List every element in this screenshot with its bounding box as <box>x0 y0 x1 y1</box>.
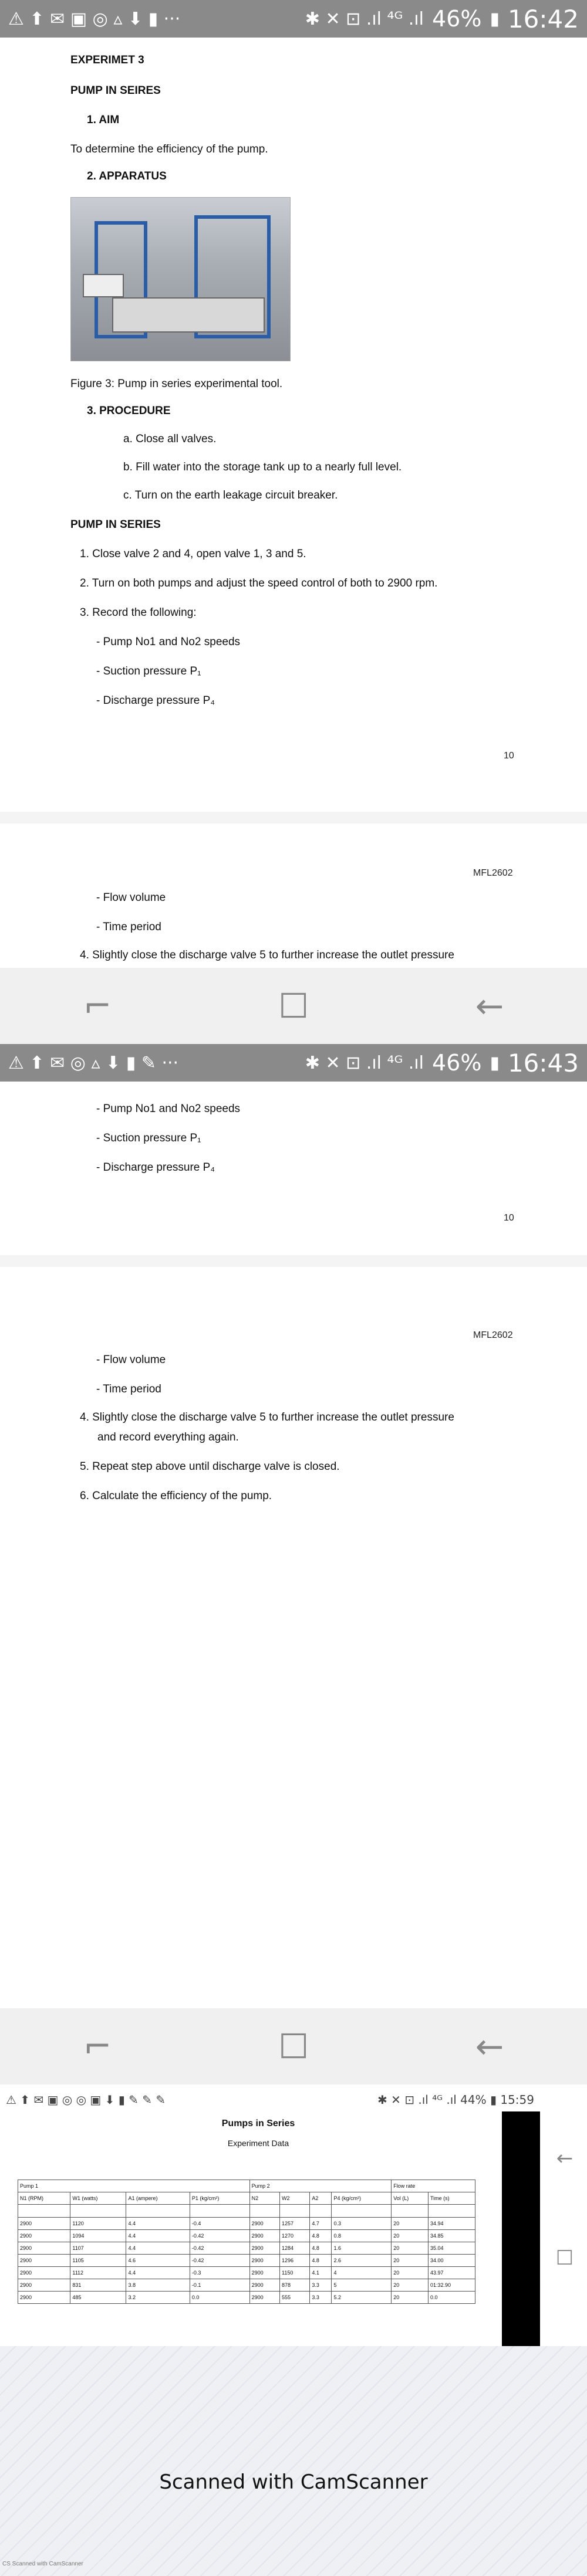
table-cell: 2900 <box>249 2218 279 2230</box>
step-4: 4. Slightly close the discharge valve 5 to further increase the outlet pressure <box>80 1411 454 1423</box>
table-cell: 1150 <box>280 2267 310 2279</box>
table-row-empty <box>18 2205 475 2218</box>
table-cell: 1094 <box>70 2230 126 2242</box>
table-cell: 1.6 <box>332 2242 392 2255</box>
table-cell: 20 <box>392 2279 429 2292</box>
table-cell: 2900 <box>249 2242 279 2255</box>
notification-icons: ⚠ ⬆ ✉ ◎ ▵ ⬇ ▮ ✎ ··· <box>8 1052 179 1073</box>
signal-icons: ✱ ✕ ⊡ .ıl ⁴ᴳ .ıl <box>305 8 424 29</box>
procedure-heading: 3. PROCEDURE <box>87 405 171 417</box>
bullet-discharge-pressure: - Discharge pressure P₄ <box>96 694 215 707</box>
battery-level: 46% <box>431 6 482 32</box>
table-cell: 5 <box>332 2279 392 2292</box>
table-cell: 4.4 <box>126 2218 190 2230</box>
table-cell: 0.3 <box>332 2218 392 2230</box>
table-cell: 4.8 <box>310 2230 332 2242</box>
table-cell: 20 <box>392 2267 429 2279</box>
table-cell: 2900 <box>18 2218 70 2230</box>
table-cell: 4.1 <box>310 2267 332 2279</box>
table-cell: 4.4 <box>126 2267 190 2279</box>
column-header: N1 (RPM) <box>18 2192 70 2205</box>
table-cell: 34.94 <box>428 2218 475 2230</box>
table-cell: 2900 <box>249 2279 279 2292</box>
document-page-2-partial <box>0 823 587 968</box>
column-header: W2 <box>280 2192 310 2205</box>
scanned-black-sidebar <box>502 2111 540 2370</box>
bullet-pump-speeds: - Pump No1 and No2 speeds <box>96 1103 241 1115</box>
table-cell: 1120 <box>70 2218 126 2230</box>
table-cell: 4 <box>332 2267 392 2279</box>
header-code: MFL2602 <box>473 868 513 878</box>
recent-apps-button[interactable]: ⌐ <box>83 986 112 1026</box>
step-4-continued: and record everything again. <box>97 1431 239 1443</box>
table-cell: 1112 <box>70 2267 126 2279</box>
document-page-1 <box>0 38 587 812</box>
scanned-nav-icons <box>547 2147 582 2370</box>
table-cell: 1284 <box>280 2242 310 2255</box>
apparatus-heading: 2. APPARATUS <box>87 170 167 182</box>
table-cell: 485 <box>70 2292 126 2304</box>
step-2: 2. Turn on both pumps and adjust the speed control of both to 2900 rpm. <box>80 577 438 589</box>
table-cell: 4.8 <box>310 2242 332 2255</box>
table-cell: 2900 <box>18 2242 70 2255</box>
clock: 16:42 <box>507 4 579 33</box>
procedure-step-a: a. Close all valves. <box>123 433 217 445</box>
aim-heading: 1. AIM <box>87 114 120 126</box>
step-6: 6. Calculate the efficiency of the pump. <box>80 1490 272 1502</box>
table-title: Pumps in Series <box>221 2119 295 2128</box>
table-cell: -0.3 <box>190 2267 249 2279</box>
table-cell: 4.8 <box>310 2255 332 2267</box>
bullet-pump-speeds: - Pump No1 and No2 speeds <box>96 636 241 648</box>
step-3: 3. Record the following: <box>80 606 197 619</box>
table-cell: 20 <box>392 2230 429 2242</box>
table-cell: 2.6 <box>332 2255 392 2267</box>
table-cell: 0.0 <box>428 2292 475 2304</box>
page-number: 10 <box>504 1213 514 1223</box>
aim-text: To determine the efficiency of the pump. <box>70 143 268 155</box>
step-1: 1. Close valve 2 and 4, open valve 1, 3 and 5. <box>80 548 306 560</box>
table-cell: -0.42 <box>190 2242 249 2255</box>
table-cell: 0.8 <box>332 2230 392 2242</box>
table-cell: 20 <box>392 2292 429 2304</box>
table-cell: 1107 <box>70 2242 126 2255</box>
table-cell: 1257 <box>280 2218 310 2230</box>
bullet-time-period: - Time period <box>96 1383 161 1395</box>
table-row <box>18 2255 475 2267</box>
apparatus-photo <box>70 197 291 361</box>
column-header: P1 (kg/cm²) <box>190 2192 249 2205</box>
table-cell: -0.1 <box>190 2279 249 2292</box>
notification-icons: ⚠ ⬆ ✉ ▣ ◎ ▵ ⬇ ▮ ··· <box>8 8 181 29</box>
table-cell: 3.8 <box>126 2279 190 2292</box>
group-header-flow-rate: Flow rate <box>392 2180 475 2192</box>
signal-icons: ✱ ✕ ⊡ .ıl ⁴ᴳ .ıl <box>305 1052 424 1073</box>
table-row <box>18 2279 475 2292</box>
table-cell: 4.6 <box>126 2255 190 2267</box>
table-cell: 1270 <box>280 2230 310 2242</box>
experiment-data-table <box>18 2180 475 2304</box>
table-cell: 3.2 <box>126 2292 190 2304</box>
table-cell: 01:32.90 <box>428 2279 475 2292</box>
table-cell: -0.4 <box>190 2218 249 2230</box>
table-cell: 555 <box>280 2292 310 2304</box>
step-5: 5. Repeat step above until discharge valve is closed. <box>80 1460 340 1473</box>
notification-icons: ⚠ ⬆ ✉ ▣ ◎ ◎ ▣ ⬇ ▮ ✎ ✎ ✎ <box>6 2093 166 2107</box>
document-page-1-bottom <box>0 1082 587 1255</box>
column-header: P4 (kg/cm²) <box>332 2192 392 2205</box>
page-title: EXPERIMET 3 <box>70 54 144 66</box>
back-button[interactable]: ← <box>475 986 504 1026</box>
table-cell: 43.97 <box>428 2267 475 2279</box>
back-button[interactable]: ← <box>475 2026 504 2066</box>
bullet-suction-pressure: - Suction pressure P₁ <box>96 1132 201 1144</box>
document-page-2 <box>0 1267 587 2008</box>
table-cell: -0.42 <box>190 2255 249 2267</box>
table-cell: 4.4 <box>126 2230 190 2242</box>
bullet-suction-pressure: - Suction pressure P₁ <box>96 665 201 677</box>
table-cell: 20 <box>392 2255 429 2267</box>
column-header: A1 (ampere) <box>126 2192 190 2205</box>
home-button[interactable]: ☐ <box>278 986 309 1026</box>
table-cell: 2900 <box>18 2267 70 2279</box>
bullet-discharge-pressure: - Discharge pressure P₄ <box>96 1161 215 1174</box>
table-cell: -0.42 <box>190 2230 249 2242</box>
camscanner-background <box>0 2346 587 2576</box>
table-cell: 878 <box>280 2279 310 2292</box>
table-cell: 20 <box>392 2218 429 2230</box>
page-number: 10 <box>504 751 514 761</box>
procedure-step-b: b. Fill water into the storage tank up to a nearly full level. <box>123 461 402 473</box>
table-row <box>18 2292 475 2304</box>
table-cell: 3.3 <box>310 2292 332 2304</box>
group-header-pump-2: Pump 2 <box>249 2180 392 2192</box>
table-subtitle: Experiment Data <box>227 2138 289 2148</box>
table-cell: 20 <box>392 2242 429 2255</box>
table-row <box>18 2218 475 2230</box>
step-4: 4. Slightly close the discharge valve 5 to further increase the outlet pressure <box>80 949 454 961</box>
table-row <box>18 2242 475 2255</box>
section-heading: PUMP IN SERIES <box>70 518 161 531</box>
table-cell: 3.3 <box>310 2279 332 2292</box>
page-gap <box>0 812 587 823</box>
column-header: Time (s) <box>428 2192 475 2205</box>
column-header: W1 (watts) <box>70 2192 126 2205</box>
back-icon: ← <box>556 2147 573 2170</box>
figure-caption: Figure 3: Pump in series experimental tool. <box>70 378 283 390</box>
page-subtitle: PUMP IN SEIRES <box>70 84 161 97</box>
battery-icon: ▮ <box>490 1052 500 1073</box>
table-cell: 1296 <box>280 2255 310 2267</box>
camscanner-logo: CS Scanned with CamScanner <box>2 2561 83 2567</box>
bullet-flow-volume: - Flow volume <box>96 892 166 904</box>
procedure-step-c: c. Turn on the earth leakage circuit breaker. <box>123 489 338 501</box>
table-cell: 4.4 <box>126 2242 190 2255</box>
table-cell: 34.00 <box>428 2255 475 2267</box>
column-header: Vol (L) <box>392 2192 429 2205</box>
table-cell: 35.04 <box>428 2242 475 2255</box>
battery-level: 46% <box>431 1050 482 1076</box>
recent-apps-button[interactable]: ⌐ <box>83 2026 112 2066</box>
table-cell: 2900 <box>18 2279 70 2292</box>
navigation-bar <box>0 2008 587 2084</box>
table-cell: 2900 <box>18 2230 70 2242</box>
table-cell: 2900 <box>249 2255 279 2267</box>
table-cell: 831 <box>70 2279 126 2292</box>
table-row <box>18 2267 475 2279</box>
header-code: MFL2602 <box>473 1330 513 1340</box>
status-bar <box>0 1044 587 1082</box>
table-cell: 34.85 <box>428 2230 475 2242</box>
scanned-status-bar <box>6 2091 534 2109</box>
navigation-bar <box>0 968 587 1044</box>
home-button[interactable]: ☐ <box>278 2026 309 2066</box>
bullet-flow-volume: - Flow volume <box>96 1354 166 1366</box>
home-icon: ☐ <box>555 2246 574 2270</box>
table-cell: 5.2 <box>332 2292 392 2304</box>
table-cell: 2900 <box>249 2230 279 2242</box>
bullet-time-period: - Time period <box>96 921 161 933</box>
camscanner-footer: Scanned with CamScanner <box>159 2470 428 2494</box>
column-header: A2 <box>310 2192 332 2205</box>
group-header-pump-1: Pump 1 <box>18 2180 250 2192</box>
battery-icon: ▮ <box>490 8 500 29</box>
table-cell: 2900 <box>249 2292 279 2304</box>
page-gap <box>0 1255 587 1267</box>
clock: 16:43 <box>507 1048 579 1077</box>
column-header: N2 <box>249 2192 279 2205</box>
table-cell: 4.7 <box>310 2218 332 2230</box>
table-cell: 2900 <box>18 2255 70 2267</box>
table-cell: 2900 <box>249 2267 279 2279</box>
table-cell: 2900 <box>18 2292 70 2304</box>
table-cell: 0.0 <box>190 2292 249 2304</box>
table-row <box>18 2230 475 2242</box>
status-bar <box>0 0 587 38</box>
signal-icons: ✱ ✕ ⊡ .ıl ⁴ᴳ .ıl 44% ▮ 15:59 <box>377 2093 534 2107</box>
table-cell: 1105 <box>70 2255 126 2267</box>
